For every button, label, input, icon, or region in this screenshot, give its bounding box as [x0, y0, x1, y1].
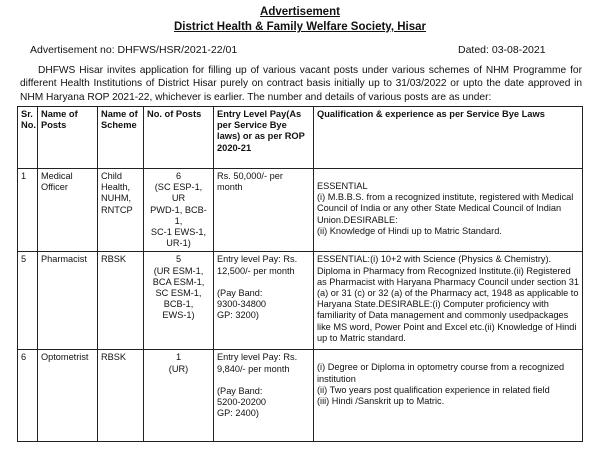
header-entry-pay: Entry Level Pay(As per Service Bye laws) or as per ROP 2020-21 — [214, 107, 314, 169]
pay-line — [217, 375, 310, 386]
post-count-line: 5 — [175, 254, 182, 265]
post-count-line: UR-1) — [166, 238, 191, 249]
pay-line — [217, 277, 310, 288]
pay-line: GP: 3200) — [217, 310, 259, 321]
cell-scheme: RBSK — [98, 350, 144, 442]
table-row-pharmacist — [18, 252, 583, 350]
post-count-line: (UR ESM-1, — [153, 265, 204, 276]
cell-entry-pay — [214, 252, 314, 350]
table-row-medical-officer — [18, 169, 583, 252]
cell-entry-pay — [214, 350, 314, 442]
cell-sr: 1 — [18, 169, 38, 252]
cell-sr: 5 — [18, 252, 38, 350]
pay-line: Entry level Pay: Rs. 9,840/- per month — [217, 352, 298, 374]
cell-scheme: Child Health, NUHM, RNTCP — [98, 169, 144, 252]
cell-no-of-posts — [144, 350, 214, 442]
qualification-line: (iii) Hindi /Sanskrit up to Matric. — [317, 396, 445, 407]
cell-qualification — [314, 169, 583, 252]
header-scheme: Name of Scheme — [98, 107, 144, 169]
pay-line: Entry level Pay: Rs. 12,500/- per month — [217, 254, 298, 276]
post-count-line: (SC ESP-1, UR — [154, 182, 203, 204]
cell-post-name: Medical Officer — [38, 169, 98, 252]
cell-no-of-posts — [144, 252, 214, 350]
post-count-line: BCA ESM-1, — [152, 276, 205, 287]
header-post-name: Name of Posts — [38, 107, 98, 169]
pay-line: (Pay Band: — [217, 385, 263, 396]
post-count-line: SC-1 EWS-1, — [150, 227, 207, 238]
cell-no-of-posts — [144, 169, 214, 252]
cell-post-name: Optometrist — [38, 350, 98, 442]
pay-line: 5200-20200 — [217, 397, 267, 408]
qualification-line: ESSENTIAL:(i) 10+2 with Science (Physics & Chemistry). Diploma in Pharmacy from Recognized Institute.(ii) Registered as Pharmacist with Haryana Pharmacy Council under section 31 (a) or 31 (c) or 32 (a) of the Pharmacy act, 1948 as applicable to Haryana State.DESIRABLE:(i) Computer proficiency with familiarity of Data management and commonly usedpackages like MS word, Power Point and Excel etc.(ii) Knowledge of Hindi up to Matric standard. — [317, 254, 579, 343]
advertisement-date: Dated: 03-08-2021 — [458, 44, 546, 56]
post-count-line: BCB-1, — [163, 299, 194, 310]
organization-title: District Health & Family Welfare Society, Hisar — [173, 21, 427, 33]
qualification-line: (i) Degree or Diploma in optometry course from a recognized institution — [317, 362, 565, 384]
intro-paragraph: DHFWS Hisar invites application for filling up of various vacant posts under various schemes of NHM Programme for different Health Institutions of District Hisar purely on contract basis initially up to 31/03/2022 or upto the date approved in NHM Haryana ROP 2021-22, whichever is earlier. The number and details of various posts are as under: — [20, 65, 582, 103]
pay-line: 9300-34800 — [217, 299, 267, 310]
header-sr-no: Sr. No. — [18, 107, 38, 169]
post-count-line: PWD-1, BCB-1, — [150, 204, 207, 226]
advertisement-number: Advertisement no: DHFWS/HSR/2021-22/01 — [30, 44, 238, 56]
header-no-of-posts: No. of Posts — [144, 107, 214, 169]
pay-line: Rs. 50,000/- per month — [217, 171, 283, 193]
cell-entry-pay — [214, 169, 314, 252]
post-count-line: 6 — [175, 171, 182, 181]
advertisement-title: Advertisement — [260, 6, 340, 18]
qualification-line: ESSENTIAL — [317, 181, 368, 191]
pay-line: GP: 2400) — [217, 408, 259, 419]
cell-post-name: Pharmacist — [38, 252, 98, 350]
cell-qualification — [314, 350, 583, 442]
post-count-line: EWS-1) — [162, 310, 195, 321]
table-row-optometrist — [18, 350, 583, 442]
post-count-line: SC ESM-1, — [155, 288, 202, 299]
post-count-line: (UR) — [168, 363, 189, 374]
posts-table — [17, 106, 583, 442]
qualification-line: (ii) Two years post qualification experience in related field — [317, 384, 550, 395]
cell-qualification — [314, 252, 583, 350]
cell-scheme: RBSK — [98, 252, 144, 350]
post-count-line: 1 — [175, 352, 182, 363]
qualification-line: (ii) Knowledge of Hindi up to Matric Standard. — [317, 225, 502, 236]
cell-sr: 6 — [18, 350, 38, 442]
pay-line: (Pay Band: — [217, 287, 263, 298]
table-header-row — [18, 107, 583, 169]
header-qualification: Qualification & experience as per Service Bye Laws — [314, 107, 583, 169]
qualification-line: (i) M.B.B.S. from a recognized institute, registered with Medical Council of India or any other State Medical Council of Indian Union.DESIRABLE: — [317, 192, 574, 225]
